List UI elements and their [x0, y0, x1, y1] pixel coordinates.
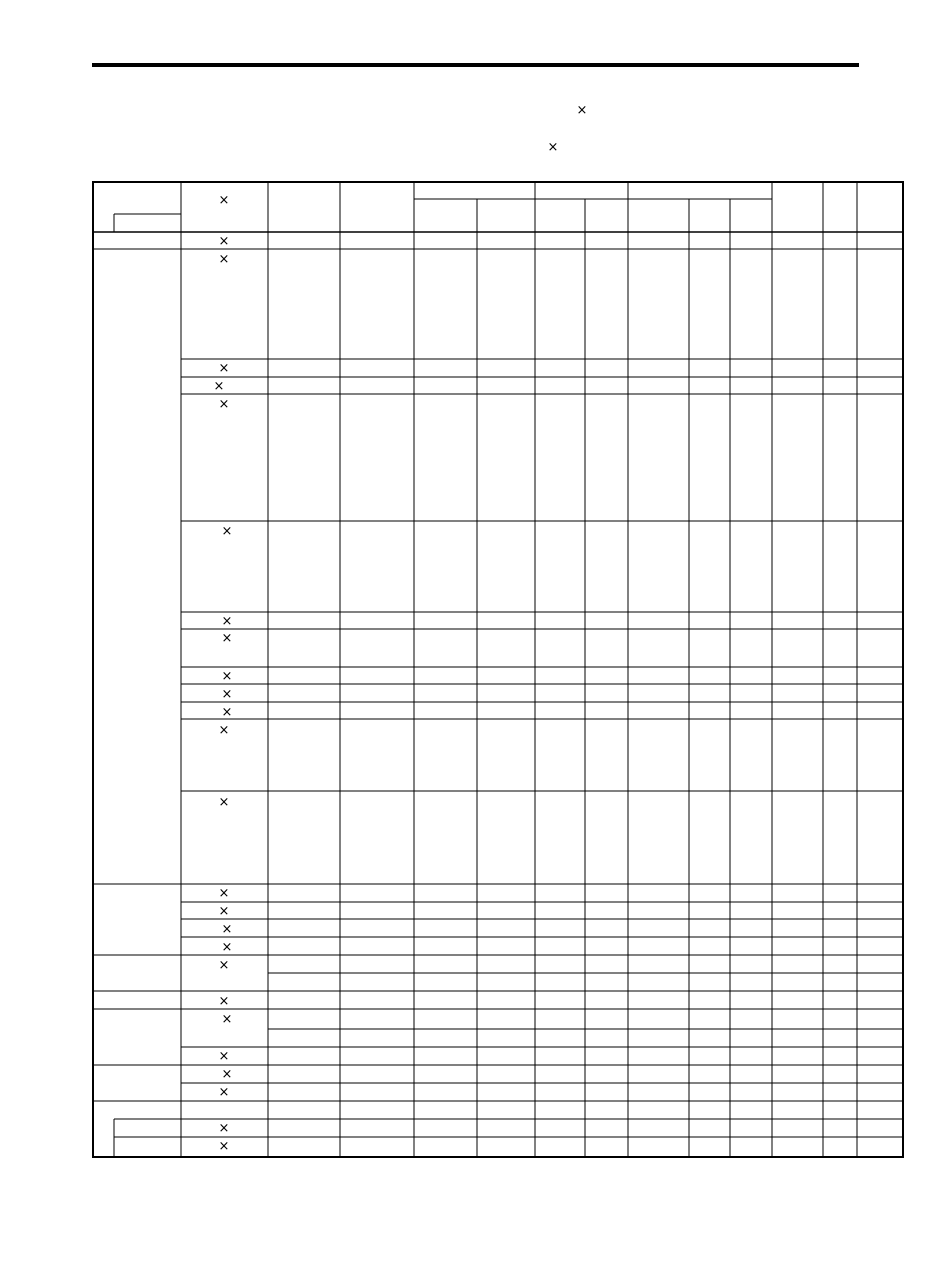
row-mark: ×: [221, 631, 233, 646]
table-frame: [93, 182, 903, 1157]
row-mark: ×: [218, 795, 230, 810]
row-mark: ×: [218, 1085, 230, 1100]
row-mark: ×: [218, 904, 230, 919]
row-mark: ×: [218, 397, 230, 412]
row-mark: ×: [218, 958, 230, 973]
row-mark: ×: [218, 361, 230, 376]
intro-line-1-symbol: ×: [576, 103, 588, 118]
row-mark: ×: [218, 1139, 230, 1154]
row-mark: ×: [218, 994, 230, 1009]
header-col2-symbol: ×: [218, 193, 230, 208]
row-mark: ×: [221, 614, 233, 629]
row-mark: ×: [221, 1067, 233, 1082]
row-mark: ×: [221, 922, 233, 937]
row-mark: ×: [221, 669, 233, 684]
row-mark: ×: [218, 252, 230, 267]
intro-line-2-symbol: ×: [547, 140, 559, 155]
row-mark: ×: [221, 1012, 233, 1027]
row-mark: ×: [218, 886, 230, 901]
row-mark: ×: [213, 379, 225, 394]
row-mark: ×: [221, 524, 233, 539]
row-mark: ×: [218, 723, 230, 738]
row-mark: ×: [218, 1121, 230, 1136]
row-mark: ×: [221, 940, 233, 955]
row-mark: ×: [218, 234, 230, 249]
row-mark: ×: [221, 687, 233, 702]
row-mark: ×: [221, 705, 233, 720]
row-mark: ×: [218, 1049, 230, 1064]
